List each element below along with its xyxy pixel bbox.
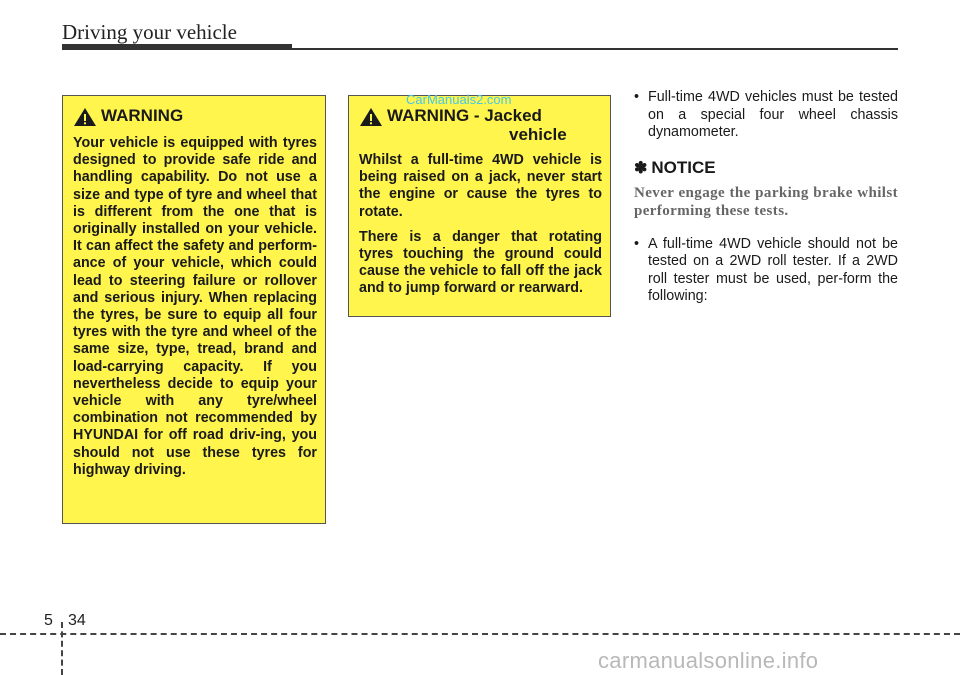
warning-header xyxy=(73,106,317,127)
notice-title: NOTICE xyxy=(651,157,716,177)
header-rule-thick xyxy=(62,44,292,50)
watermark-bottom: carmanualsonline.info xyxy=(598,648,819,673)
warning-header xyxy=(359,106,602,144)
footer-dashed-divider xyxy=(61,622,63,675)
page-section-number: 5 xyxy=(44,612,53,629)
page-header-title: Driving your vehicle xyxy=(62,20,237,44)
bullet-dot: • xyxy=(634,89,640,105)
warning-title-sub: vehicle xyxy=(509,125,567,144)
warning-text: Your vehicle is equipped with tyres designed to provide safe ride and handling capability. Do not use a size and type of tyre and wheel that is different from the one that is originally installed on your vehicle. It can affect the safety and perform-ance of your vehicle, which could lead to steering failure or rollover and serious injury. When replacing the tyres, be sure to equip all four tyres with the tyre and wheel of the same size, type, tread, brand and load-carrying capacity. If you nevertheless decide to equip your vehicle with any tyre/wheel combination not recommended by HYUNDAI for off road driv-ing, you should not use these tyres for highway driving. xyxy=(73,135,317,478)
bullet-item xyxy=(634,236,898,306)
warning-triangle-icon xyxy=(73,107,97,127)
notice-heading xyxy=(634,158,898,178)
warning-triangle-icon xyxy=(359,107,383,127)
notice-star-icon: ✽ xyxy=(634,159,648,177)
bullet-dot: • xyxy=(634,235,640,252)
warning-title-main: WARNING - Jacked xyxy=(387,106,542,125)
notice-text: Never engage the parking brake whilst performing these tests. xyxy=(634,184,898,219)
bullet-text: Full-time 4WD vehicles must be tested on a special four wheel chassis dynamometer. xyxy=(648,89,898,140)
watermark-top: CarManuals2.com xyxy=(406,92,512,107)
page-number: 34 xyxy=(68,612,86,629)
bullet-text: A full-time 4WD vehicle should not be tested on a 2WD roll tester. If a 2WD roll tester must be used, per-form the following: xyxy=(648,235,898,304)
warning-text: Whilst a full-time 4WD vehicle is being raised on a jack, never start the engine or cause the tyres to rotate. xyxy=(359,152,602,220)
bullet-item xyxy=(634,89,898,142)
warning-box-tyres xyxy=(62,95,326,524)
warning-box-jacked-vehicle xyxy=(348,95,611,317)
footer-dashed-rule xyxy=(0,633,960,635)
header-rule-thin xyxy=(292,48,898,50)
warning-text: There is a danger that rotating tyres touching the ground could cause the vehicle to fall off the jack and to jump forward or rearward. xyxy=(359,228,602,297)
warning-title xyxy=(387,106,567,144)
warning-title: WARNING xyxy=(101,106,184,125)
right-column xyxy=(634,89,898,322)
